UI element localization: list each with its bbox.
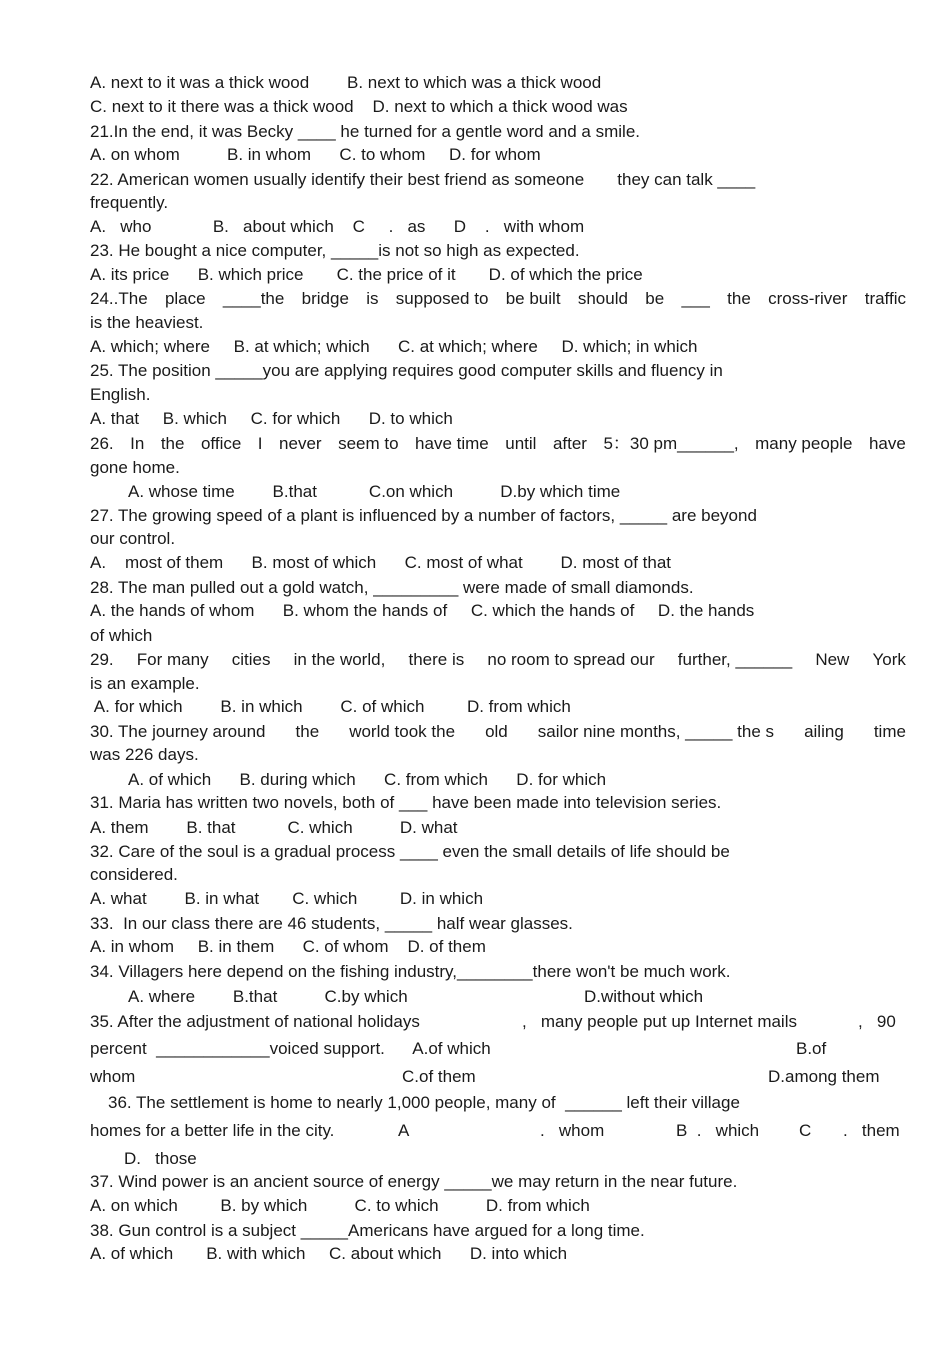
q35-option-c: C.of them xyxy=(402,1067,476,1086)
q34-option-d: D.without which xyxy=(584,987,704,1006)
q27-question: 27. The growing speed of a plant is influenced by a number of factors, _____ are beyond xyxy=(90,506,757,525)
q38-question: 38. Gun control is a subject _____Americans have argued for a long time. xyxy=(90,1221,645,1240)
q28-options-cont: of which xyxy=(90,626,153,645)
q32-options: A. what B. in what C. which D. in which xyxy=(90,889,484,908)
q27-options: A. most of them B. most of which C. most of what D. most of that xyxy=(90,553,672,572)
q35-option-d: D.among them xyxy=(768,1067,880,1086)
q26-options: A. whose time B.that C.on which D.by which time xyxy=(128,482,621,501)
q35-option-b: B.of xyxy=(796,1039,827,1058)
q28-options: A. the hands of whom B. whom the hands of C. which the hands of D. the hands xyxy=(90,601,755,620)
q36-option-c: . them xyxy=(843,1121,900,1140)
q22-options: A. who B. about which C . as D . with whom xyxy=(90,217,585,236)
q32-question-cont: considered. xyxy=(90,865,178,884)
q24-question: 24..The place ____the bridge is supposed to be built should be ___ the cross-river traffic xyxy=(90,289,906,308)
q35-option-b-cont: whom xyxy=(90,1067,136,1086)
q35-question-cont: percent ____________voiced support. A.of which xyxy=(90,1039,491,1058)
q24-options: A. which; where B. at which; which C. at which; where D. which; in which xyxy=(90,337,698,356)
q31-options: A. them B. that C. which D. what xyxy=(90,818,458,837)
q23-question: 23. He bought a nice computer, _____is not so high as expected. xyxy=(90,241,580,260)
q36-question-cont: homes for a better life in the city. xyxy=(90,1121,335,1140)
q36-option-a-letter: A xyxy=(398,1121,410,1140)
q36-option-a: . whom xyxy=(540,1121,605,1140)
q26-question: 26. In the office I never seem to have time until after 5：30 pm______, many people have xyxy=(90,434,906,453)
q29-question-cont: is an example. xyxy=(90,674,200,693)
q38-options: A. of which B. with which C. about which D. into which xyxy=(90,1244,568,1263)
q20-options-cd: C. next to it there was a thick wood D. next to which a thick wood was xyxy=(90,97,628,116)
q21-question: 21.In the end, it was Becky ____ he turned for a gentle word and a smile. xyxy=(90,122,641,141)
q28-question: 28. The man pulled out a gold watch, _________ were made of small diamonds. xyxy=(90,578,694,597)
q36-option-d: D. those xyxy=(124,1149,197,1168)
q37-question: 37. Wind power is an ancient source of energy _____we may return in the near future. xyxy=(90,1172,738,1191)
q23-options: A. its price B. which price C. the price of it D. of which the price xyxy=(90,265,643,284)
q37-options: A. on which B. by which C. to which D. from which xyxy=(90,1196,590,1215)
q34-question: 34. Villagers here depend on the fishing industry,________there won't be much work. xyxy=(90,962,731,981)
q27-question-cont: our control. xyxy=(90,529,176,548)
q22-question-cont: frequently. xyxy=(90,193,169,212)
q31-question: 31. Maria has written two novels, both of ___ have been made into television series. xyxy=(90,793,722,812)
q25-question-cont: English. xyxy=(90,385,151,404)
q22-question: 22. American women usually identify their best friend as someone they can talk ____ xyxy=(90,170,756,189)
q25-options: A. that B. which C. for which D. to which xyxy=(90,409,453,428)
q25-question: 25. The position _____you are applying requires good computer skills and fluency in xyxy=(90,361,723,380)
q24-question-cont: is the heaviest. xyxy=(90,313,204,332)
q35-question-part2: , many people put up Internet mails xyxy=(522,1012,797,1031)
q36-option-c-letter: C xyxy=(799,1121,812,1140)
q29-question: 29. For many cities in the world, there is no room to spread our further, ______ New York xyxy=(90,650,906,669)
q30-options: A. of which B. during which C. from which D. for which xyxy=(128,770,607,789)
q34-options-abc: A. where B.that C.by which xyxy=(128,987,408,1006)
q36-option-b: B . which xyxy=(676,1121,760,1140)
q33-options: A. in whom B. in them C. of whom D. of them xyxy=(90,937,486,956)
q26-question-cont: gone home. xyxy=(90,458,180,477)
q30-question-cont: was 226 days. xyxy=(90,745,199,764)
q21-options: A. on whom B. in whom C. to whom D. for whom xyxy=(90,145,541,164)
q29-options: A. for which B. in which C. of which D. from which xyxy=(90,697,571,716)
q20-options-ab: A. next to it was a thick wood B. next to which was a thick wood xyxy=(90,73,602,92)
q35-question-part3: , 90 xyxy=(858,1012,896,1031)
q36-question: 36. The settlement is home to nearly 1,000 people, many of ______ left their village xyxy=(108,1093,740,1112)
q30-question: 30. The journey around the world took the old sailor nine months, _____ the s ailing time xyxy=(90,722,906,741)
q33-question: 33. In our class there are 46 students, _____ half wear glasses. xyxy=(90,914,573,933)
q32-question: 32. Care of the soul is a gradual process ____ even the small details of life should be xyxy=(90,842,730,861)
q35-question-part1: 35. After the adjustment of national holidays xyxy=(90,1012,420,1031)
